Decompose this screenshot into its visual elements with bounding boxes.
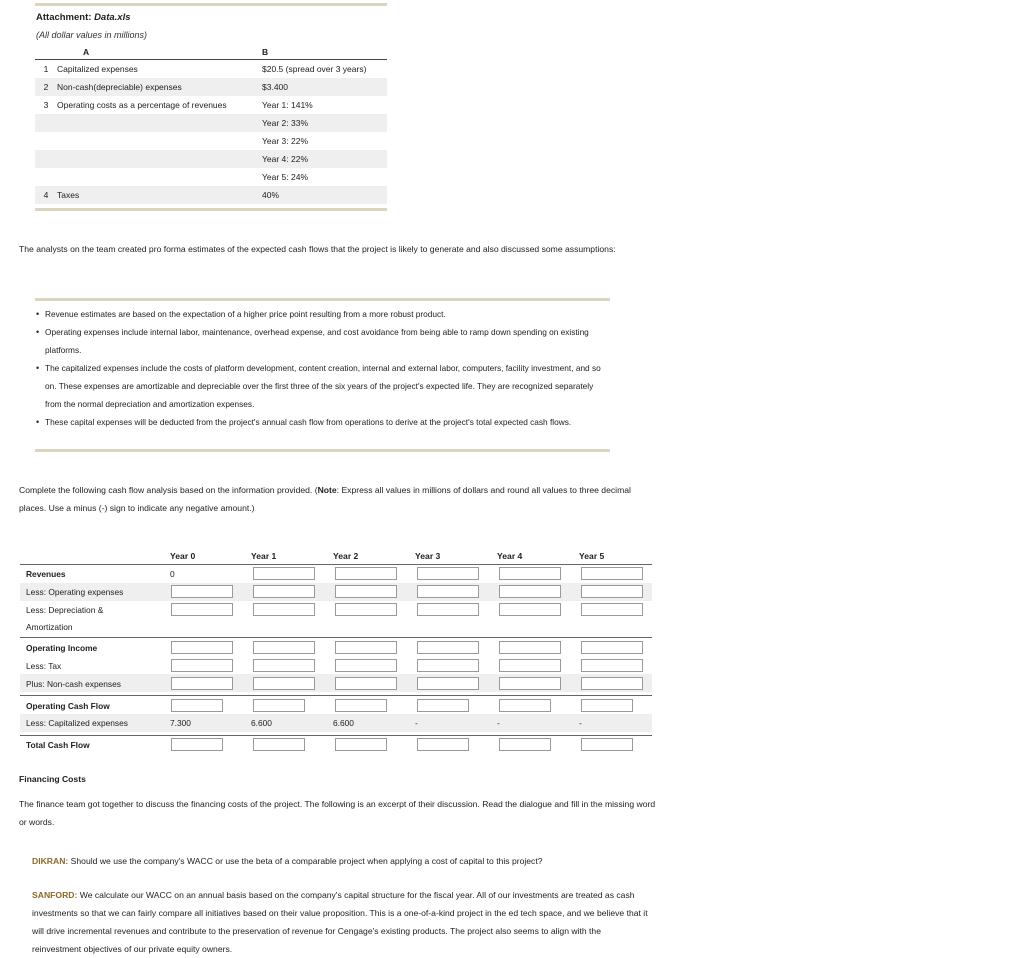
- list-item: • These capital expenses will be deducted from the project's annual cash flow from operations to derive at the project's total expected cash flows.: [36, 413, 611, 431]
- revenues-year-0: 0: [170, 569, 175, 579]
- assumptions-list: [36, 305, 611, 431]
- depreciation-label-2: Amortization: [26, 622, 73, 632]
- table-row: 4 Taxes 40%: [35, 186, 387, 204]
- total-year-1-input[interactable]: [253, 738, 305, 751]
- operating-income-year-2-input[interactable]: [335, 641, 397, 654]
- capex-year-2: 6.600: [333, 718, 354, 728]
- capex-year-3: -: [415, 718, 418, 728]
- list-item: • The capitalized expenses include the costs of platform development, content creation, internal and external labor, computers, facility investment, and so on. These expenses are amortizable and depreciable over the first three of the six years of the project's expected life. They are recognized separately from the normal depreciation and amortization expenses.: [36, 359, 611, 413]
- ocf-year-5-input[interactable]: [581, 699, 633, 712]
- revenues-year-2-input[interactable]: [335, 567, 397, 580]
- attachment-top-rule: [35, 3, 387, 6]
- depreciation-year-3-input[interactable]: [417, 603, 479, 616]
- year-4-header: Year 4: [497, 551, 523, 561]
- table-row: Year 2: 33%: [35, 114, 387, 132]
- noncash-year-0-input[interactable]: [171, 677, 233, 690]
- attachment-subtitle: (All dollar values in millions): [36, 30, 148, 40]
- noncash-year-5-input[interactable]: [581, 677, 643, 690]
- capex-label: Less: Capitalized expenses: [26, 718, 128, 728]
- depreciation-year-4-input[interactable]: [499, 603, 561, 616]
- capex-year-5: -: [579, 718, 582, 728]
- tax-year-0-input[interactable]: [171, 659, 233, 672]
- year-0-header: Year 0: [170, 551, 196, 561]
- financing-text: The finance team got together to discuss the financing costs of the project. The following is an excerpt of their discussion. Read the dialogue and fill in the missing word or words.: [19, 799, 656, 827]
- revenues-year-1-input[interactable]: [253, 567, 315, 580]
- subtotal-divider: [20, 695, 652, 696]
- operating-income-year-0-input[interactable]: [171, 641, 233, 654]
- opex-label: Less: Operating expenses: [26, 587, 124, 597]
- instruction-text: Complete the following cash flow analysis based on the information provided. (Note: Express all values in millions of dollars and round all values to three decimal places. Use a minus (-) sign to indicate any negative amount.): [19, 485, 631, 513]
- opex-year-2-input[interactable]: [335, 585, 397, 598]
- capex-year-0: 7.300: [170, 718, 191, 728]
- revenues-year-5-input[interactable]: [581, 567, 643, 580]
- table-row: 2 Non-cash(depreciable) expenses $3.400: [35, 78, 387, 96]
- ocf-year-0-input[interactable]: [171, 699, 223, 712]
- depreciation-year-1-input[interactable]: [253, 603, 315, 616]
- dialogue-line: SANFORD: We calculate our WACC on an annual basis based on the company's capital structure for the fiscal year. All of our investments are treated as cash investments so that we can fairly compare all initiatives based on their value proposition. This is a one-of-a-kind project in the ed tech space, and we believe that it will drive incremental revenues and contribute to the preservation of revenue for Cengage's existing products. The project also seems to align with the reinvestment objectives of our private equity owners.: [32, 890, 648, 954]
- tax-label: Less: Tax: [26, 661, 62, 671]
- assumptions-top-rule: [35, 298, 610, 301]
- revenues-year-4-input[interactable]: [499, 567, 561, 580]
- speaker-name: DIKRAN:: [32, 856, 69, 866]
- tax-year-2-input[interactable]: [335, 659, 397, 672]
- noncash-year-2-input[interactable]: [335, 677, 397, 690]
- tax-year-1-input[interactable]: [253, 659, 315, 672]
- attachment-title: Attachment: Data.xls: [36, 12, 131, 23]
- tax-year-4-input[interactable]: [499, 659, 561, 672]
- depreciation-year-5-input[interactable]: [581, 603, 643, 616]
- noncash-label: Plus: Non-cash expenses: [26, 679, 121, 689]
- opex-year-5-input[interactable]: [581, 585, 643, 598]
- ocf-year-1-input[interactable]: [253, 699, 305, 712]
- depreciation-label-1: Less: Depreciation &: [26, 605, 104, 615]
- attachment-table: [35, 44, 387, 204]
- ocf-year-3-input[interactable]: [417, 699, 469, 712]
- year-3-header: Year 3: [415, 551, 441, 561]
- operating-income-year-3-input[interactable]: [417, 641, 479, 654]
- noncash-year-4-input[interactable]: [499, 677, 561, 690]
- table-row: 3 Operating costs as a percentage of revenues Year 1: 141%: [43, 100, 313, 110]
- total-year-5-input[interactable]: [581, 738, 633, 751]
- operating-income-year-4-input[interactable]: [499, 641, 561, 654]
- attachment-bottom-rule: [35, 208, 387, 211]
- ocf-year-2-input[interactable]: [335, 699, 387, 712]
- operating-income-label: Operating Income: [26, 643, 98, 653]
- total-year-2-input[interactable]: [335, 738, 387, 751]
- capex-year-4: -: [497, 718, 500, 728]
- revenues-year-3-input[interactable]: [417, 567, 479, 580]
- table-row: Year 5: 24%: [262, 172, 308, 182]
- column-b-header: B: [260, 44, 387, 60]
- total-year-0-input[interactable]: [171, 738, 223, 751]
- opex-year-0-input[interactable]: [171, 585, 233, 598]
- table-row: Year 4: 22%: [35, 150, 387, 168]
- opex-year-4-input[interactable]: [499, 585, 561, 598]
- depreciation-year-0-input[interactable]: [171, 603, 233, 616]
- tax-year-3-input[interactable]: [417, 659, 479, 672]
- noncash-year-1-input[interactable]: [253, 677, 315, 690]
- revenues-label: Revenues: [26, 569, 66, 579]
- opex-year-1-input[interactable]: [253, 585, 315, 598]
- assumptions-bottom-rule: [35, 449, 610, 452]
- dialogue-line: DIKRAN: Should we use the company's WACC or use the beta of a comparable project when applying a cost of capital to this project?: [32, 856, 543, 866]
- header-divider: [20, 564, 652, 565]
- tax-year-5-input[interactable]: [581, 659, 643, 672]
- ocf-year-4-input[interactable]: [499, 699, 551, 712]
- column-a-header: A: [57, 44, 260, 60]
- total-cash-flow-label: Total Cash Flow: [26, 740, 90, 750]
- noncash-year-3-input[interactable]: [417, 677, 479, 690]
- operating-income-year-5-input[interactable]: [581, 641, 643, 654]
- year-1-header: Year 1: [251, 551, 277, 561]
- table-row: Year 3: 22%: [262, 136, 308, 146]
- financing-title: Financing Costs: [19, 774, 86, 784]
- list-item: • Revenue estimates are based on the expectation of a higher price point resulting from a more robust product.: [36, 305, 611, 323]
- year-2-header: Year 2: [333, 551, 359, 561]
- depreciation-year-2-input[interactable]: [335, 603, 397, 616]
- opex-year-3-input[interactable]: [417, 585, 479, 598]
- capex-year-1: 6.600: [251, 718, 272, 728]
- year-5-header: Year 5: [579, 551, 605, 561]
- total-year-4-input[interactable]: [499, 738, 551, 751]
- total-year-3-input[interactable]: [417, 738, 469, 751]
- table-row: 1 Capitalized expenses $20.5 (spread over 3 years): [43, 64, 367, 74]
- list-item: • Operating expenses include internal labor, maintenance, overhead expense, and cost avoidance from being able to ramp down spending on existing platforms.: [36, 323, 611, 359]
- speaker-name: SANFORD:: [32, 890, 78, 900]
- subtotal-divider: [20, 637, 652, 638]
- intro-text: The analysts on the team created pro forma estimates of the expected cash flows that the project is likely to generate and also discussed some assumptions:: [19, 244, 616, 254]
- operating-cash-flow-label: Operating Cash Flow: [26, 701, 110, 711]
- subtotal-divider: [20, 735, 652, 736]
- operating-income-year-1-input[interactable]: [253, 641, 315, 654]
